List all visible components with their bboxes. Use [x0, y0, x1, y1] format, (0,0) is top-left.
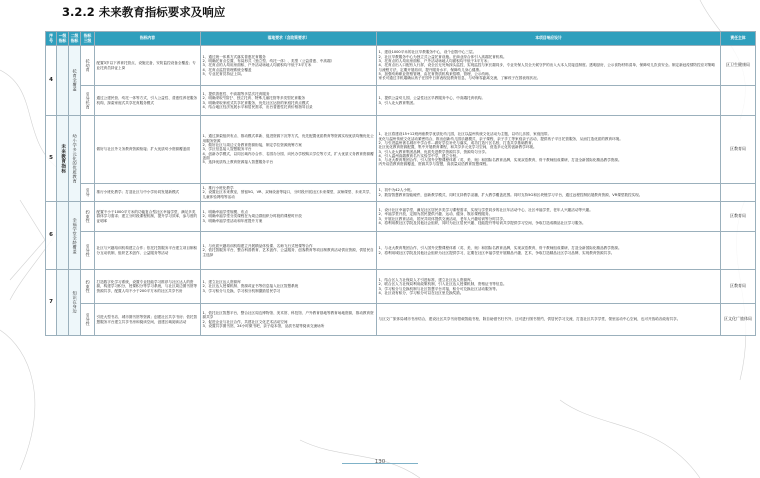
level3-indicator [81, 232, 95, 270]
response-cell-line: 5、加强幼师职业资格管理，由托育资质机构来招聘、管理，公示幼师。 [378, 71, 493, 76]
indicator-content: 配置3岁以下养育托管点，设施完备，安防监控设备全覆盖；专业托育员持证上岗 [95, 46, 201, 86]
requirement-cell-line: 3、明确采取家庭式共享托育服务，优先社区运营的家庭托育点模式 [202, 100, 310, 105]
requirement-cell [201, 184, 377, 202]
owner-cell [721, 86, 756, 116]
response-cell [377, 202, 721, 232]
response-cell-line: 2、数智智慧教育智能硬件，创新教学模式，同时支持教学录播，扩大教学覆盖范围。同时支持5G和区块链学习平台，通过远程控制拓展教育资源，VR课堂数控实现。 [378, 192, 643, 197]
col-requirement: 落地要求（含政策要求） [201, 32, 377, 46]
table-row [46, 184, 756, 202]
response-cell-line: 1、结合区人力社保局人才引进标准，建立社区达人资源库。 [378, 277, 475, 282]
response-cell [377, 184, 721, 202]
owner-cell: 区文化广旅体局 [721, 304, 756, 336]
requirement-cell-line: 2、明确幸福学堂分类课程在为周边群组织分时段的课程时开放 [202, 214, 302, 219]
level1-indicator [57, 46, 69, 116]
response-cell [377, 86, 721, 116]
response-cell [377, 46, 721, 86]
requirement-cell-line: 4、托育点监控管理系统全覆盖 [202, 67, 252, 72]
level2-indicator [69, 202, 81, 270]
level3-indicator-text: 引导 [85, 188, 91, 197]
requirement-cell [201, 304, 377, 336]
response-cell-line: 1、初中为42人小班。 [378, 188, 415, 193]
level2-indicator-text: 幼小学多元化的优质教育 [72, 133, 78, 184]
requirement-cell-line: 2、社区达人授课机制、资源或证书等信息接入社区智慧系统 [202, 284, 299, 289]
indicator-content: 通过公建民营、幼托一体等方式，引入公益性、普惠性养老服务机构，探索家庭式共享托育服务模式 [95, 86, 201, 116]
requirement-cell-line: 2、明确托育点位置、布局形式（独立型、幼托一体）、类型（公益普惠、中高端） [202, 59, 335, 64]
table-body [46, 46, 756, 336]
requirement-cell-line: 3、设置共享图书馆，24小时微书吧，亲子绘本馆，品质书屋等阅读交流场所 [202, 323, 325, 328]
requirement-cell-line: 1、明确幸福学堂规模、布点 [202, 210, 248, 215]
owner-cell [721, 232, 756, 270]
response-cell-line: 3、托育点的人均用房面积、户外活动场地人均面积均不低于3平方米； [378, 59, 491, 64]
col-response: 本项目响应设计 [377, 32, 721, 46]
response-cell-line: 1、与北大教育集团合作，引入国外完整课程体系（英、美、奥）和国际名教育品牌，实现双语教育，骨干教师组成课研，打造全新国际化精品教学资源。 [378, 246, 622, 251]
col-level3: 指标三级 [81, 32, 95, 46]
requirement-cell-line: 4、创新办学模式，以同区域内办合作、名园办分园、向民办学校购买学位等方式，扩大优质义务教育资源覆盖面 [202, 151, 374, 160]
level3-indicator [81, 304, 95, 336]
requirement-cell-line: 5、专业托育员持证上岗。 [202, 71, 245, 76]
level2-indicator-text: 知识在身边 [72, 291, 78, 314]
requirement-cell [201, 270, 377, 304]
level3-indicator [81, 270, 95, 304]
level3-indicator-text: 约束性 [85, 210, 91, 223]
table-header-row [46, 32, 756, 46]
table-row [46, 270, 756, 304]
owner-cell: 区卫生健康局 [721, 46, 756, 86]
requirement-cell-line: 2、明确采取"园托"、独立托育、特殊儿童托管等多类型托育服务 [202, 96, 306, 101]
level3-indicator-text: 引导性 [85, 244, 91, 257]
response-cell-line: 1、社区将建设15+12班两座教学优质化幼儿园，社区以温州传统文化活动为主题，以幼儿乐园，家庭纽带。 [378, 132, 552, 137]
response-cell [377, 270, 721, 304]
requirement-cell-line: 2、设置社区未来教室，预留5G、VR、双师设备等接口，分时段开展社区未来课堂，双师课堂、未来共学，儿童体验网络等活动 [202, 190, 373, 199]
indicator-content: 做好与社区外义务教育资源衔接；扩大优质幼小资源覆盖面 [95, 116, 201, 184]
row-seq: 7 [46, 270, 57, 336]
col-level2: 二级指标 [69, 32, 81, 46]
requirement-cell [201, 202, 377, 232]
level2-indicator-text: 托育全覆盖 [72, 69, 78, 92]
response-cell-line: 4、托育点出入口配有人行屏，设全区无死角探头监控，实现监控与家长端同步，专业安保人员全天候守护的出入大本人员接送制度。透明厨房，公示食物材料清单，保障幼儿饮食安全。制定新冠疫情防控应对策略与流程方法，定期开展培训，提升服务水平，保障幼儿身心健康。 [378, 63, 715, 72]
requirement-cell-line: 3、学区信息接入智慧服务平台 [202, 147, 252, 152]
level3-indicator [81, 46, 95, 86]
response-cell-line: 3、开展社区教育活动，居民共同体提供交流活动，老年人兴趣培训等分时共享。 [378, 216, 507, 221]
requirement-cell-line: 1、与优质兴趣培训机构建立开展精品体验课、名师飞行式授课等合作 [202, 244, 313, 249]
level2-indicator [69, 270, 81, 336]
level3-indicator-text: 托幼育 [85, 59, 91, 72]
response-cell [377, 232, 721, 270]
level3-indicator [81, 86, 95, 116]
col-seq: 序号 [46, 32, 57, 46]
response-cell-line: 家长可通过手机端确认孩子在园中日常表现及教育信息，与幼师零距离交流，了解孩子在园表现状况。 [378, 76, 541, 81]
indicator-content: 配置不小于1000平方米的功能复合型社区幸福学堂，满足多类群体学习需求；建立分时段课程机制，提升学习效率，参与度的证明率 [95, 202, 201, 232]
response-cell-line: 1、设计社区幸福学堂，满足社区居民多类学习课程需求，实现与学堂同步的社区年活动中心，社区幸福学堂，老年人兴趣活动等兴趣。 [378, 207, 593, 212]
response-cell-line: 4、将利用教社区学院及其他社会组织，同时为社区居民兴趣、技能提升等培训共享提供学习空间，争取打造成精品社区学习服务。 [378, 220, 586, 225]
row-seq: 6 [46, 202, 57, 270]
requirement-cell-line: 1、通过探索组织布点、推动模式革新、促进资源下沉等方式，优先配置优质教育等资源实现优质均衡优化公用服务资源 [202, 134, 374, 143]
indicator-content: 打造数字化学习系统，设置专业技能学习推荐与社区达人的资源，构建学习积分，授课积分等学习系统，与社区周边图书馆等资源共享，配置人均不小于200平方米的社区共享书房 [95, 270, 201, 304]
requirement-cell-line: 4、结合地区经济发展水平和居民需求，出台普惠性托育价格指导目录 [202, 104, 313, 109]
response-cell-line: 2、与引进温州著名城市中学合作…做好学位补充与落实，成功打造片区名校，打造共享基础教育。 [378, 140, 536, 145]
response-cell-line: 3、学习积分与兑换机制与社区智慧平台对接，积分可兑换社区活动服务等。 [378, 286, 500, 291]
level2-indicator [69, 46, 81, 116]
col-level1: 一级指标 [57, 32, 69, 46]
indicator-content: 引进大型书店、城市图书馆等资源；创建社区共享书房；依托智慧服务平台建立共享书房和阅读空间，创建区域阅读活动 [95, 304, 201, 336]
section-title: 3.2.2 未来教育指标要求及响应 [62, 5, 226, 19]
level3-indicator [81, 184, 95, 202]
response-cell-line: 内外双语教育资源覆盖，资源共享与智慧，高质量双语教育智慧课程。 [378, 162, 490, 167]
requirement-cell-line: 1、通过统一体系方式落实普惠托育服务 [202, 54, 266, 59]
response-cell-line: 4、引入温州高端教育名片实验学中学，建立分校。 [378, 153, 460, 158]
response-cell-line: 社区优化教育资源配置，集中开展教育课程，和共享多元化学习空间，营造多元化的创新教学环境。 [378, 145, 537, 150]
response-cell-line: 3、引入北大教育集团品牌，优质先进教学资源共享，资源均匀分享。 [378, 149, 489, 154]
table-row [46, 202, 756, 232]
response-cell-line: 4、社区设有积分，学习积分可以在社区里兑换奖励。 [378, 290, 464, 295]
response-cell-line: 2、将利用城社区学院及其他社会组织为社区提供学习，定期在社区幸福学堂开展精品兴趣、艺术，争取打造精品社区学习品牌，实现教育资源共享。 [378, 250, 615, 255]
indicator-content: 推行小班化教学；打造社区与中小学协同发展新模式 [95, 184, 201, 202]
response-cell-line: 2、幸福学堂开放，定期为居民提供兴趣、运动、健身、娱乐课程服务。 [378, 212, 493, 217]
indicator-content: 社区与兴趣培训机构建立合作；依托托智服务平台建立项目制积分互动机制，组织艺术创作、公益服务等活动 [95, 232, 201, 270]
requirement-cell-line: 2、做好社区与周边义务教育资源衔接，制定学位资源统筹方案 [202, 143, 302, 148]
requirement-cell [201, 116, 377, 184]
level1-indicator [57, 116, 69, 202]
col-content: 指标内容 [95, 32, 201, 46]
requirement-cell-line: 2、促进企业与社区合作，共建社区文化艺术活动空间 [202, 319, 288, 324]
requirement-cell [201, 46, 377, 86]
table-row [46, 304, 756, 336]
level1-indicator [57, 202, 69, 270]
requirement-cell [201, 86, 377, 116]
requirement-cell [201, 232, 377, 270]
response-cell-line: 与区文广旅体局城市书房结合，建设社区共享书房搭载智能书柜，除自助借书归书外，还可进行图书预约，供居民学习交流，打造社区共享学堂，领里活动中心空间，也可开放给各政府共享。 [378, 317, 681, 322]
owner-cell: 区教育局 [721, 270, 756, 304]
response-cell [377, 304, 721, 336]
indicator-table [45, 31, 756, 336]
level2-indicator-text: 幸福学堂全龄覆盖 [72, 217, 78, 254]
table-row [46, 46, 756, 86]
level3-indicator-text: 引导托育 [85, 91, 91, 110]
requirement-cell-line: 2、依托智服务平台，整合科普教育、艺术创作、公益服务、创客教育等项目制教育活动供应资源，供居民自主选择 [202, 248, 374, 257]
level1-indicator-text: 未来教育指标 [60, 143, 66, 174]
requirement-cell-line: 3、明确幸福学堂活动和年度提升方案 [202, 218, 263, 223]
requirement-cell-line: 3、托育点的人均用房面积、户外活动场地人均面积均不低于3平方米 [202, 63, 312, 68]
page-number: 130 [374, 459, 386, 465]
owner-cell: 区教育局 [721, 202, 756, 232]
table-row [46, 232, 756, 270]
requirement-cell-line: 1、建立社区达人资源库 [202, 280, 241, 285]
requirement-cell-line: 3、学习积分与兑换，学习积分机制激励居民学习 [202, 288, 281, 293]
level3-indicator-text: 约束性 [85, 280, 91, 293]
response-cell-line: 2、社区早教服务中心为独立式公益托育设施。在商业综合体引入高端托育机构。 [378, 54, 507, 59]
level2-indicator [69, 116, 81, 202]
owner-cell: 区教育局 [721, 116, 756, 184]
row-seq: 5 [46, 116, 57, 202]
table-row [46, 86, 756, 116]
owner-cell [721, 184, 756, 202]
level3-indicator-text: 引导性 [85, 313, 91, 326]
level1-indicator [57, 270, 69, 336]
requirement-cell-line: 5、选择优质线上教育资源接入智慧服务平台 [202, 160, 274, 165]
level3-indicator [81, 202, 95, 232]
response-cell-line: 优化与温州传统文化活动紧密结合，推出创新幼儿园乐趣模式，亲子课程、亲子手工等家庭亲子活动，提供孩子平日托管服务，从而打造优质的教育环境。 [378, 136, 623, 141]
table-row [46, 116, 756, 184]
response-cell [377, 116, 721, 184]
response-cell-line: 1、建设1000平米的社区早教服务中心，设个创智中心三层。 [378, 50, 477, 55]
row-seq: 4 [46, 46, 57, 116]
response-cell-line: 3、引入北大教育集团。 [378, 100, 417, 105]
level3-indicator [81, 116, 95, 184]
response-cell-line: 2、联合区人力社保局利用政策机制，引入社区达人授课机制，资格证书等信息。 [378, 282, 507, 287]
requirement-cell-line: 1、推行小班化教学 [202, 186, 234, 191]
response-cell-line: 5、与北大教育集团合作，引入国外完整课程体系（英、美、奥）和国际名教育品牌，实现双语教育，骨干教师组成课研，打造全新国际化精品教学资源。 [378, 158, 622, 163]
col-owner: 责任主体 [721, 32, 756, 46]
response-cell-line: 1、提供公益幼儿园，公益性社区早教服务中心，中高端托育机构。 [378, 96, 486, 101]
requirement-cell-line: 1、提供普惠性、中高端等多层次托育服务 [202, 91, 270, 96]
requirement-cell-line: 1、依托社区智慧平台，整合社区周边博物馆、美术馆、科技馆、户外教育基地等教育场地资源，推动教育资源共享 [202, 310, 374, 320]
